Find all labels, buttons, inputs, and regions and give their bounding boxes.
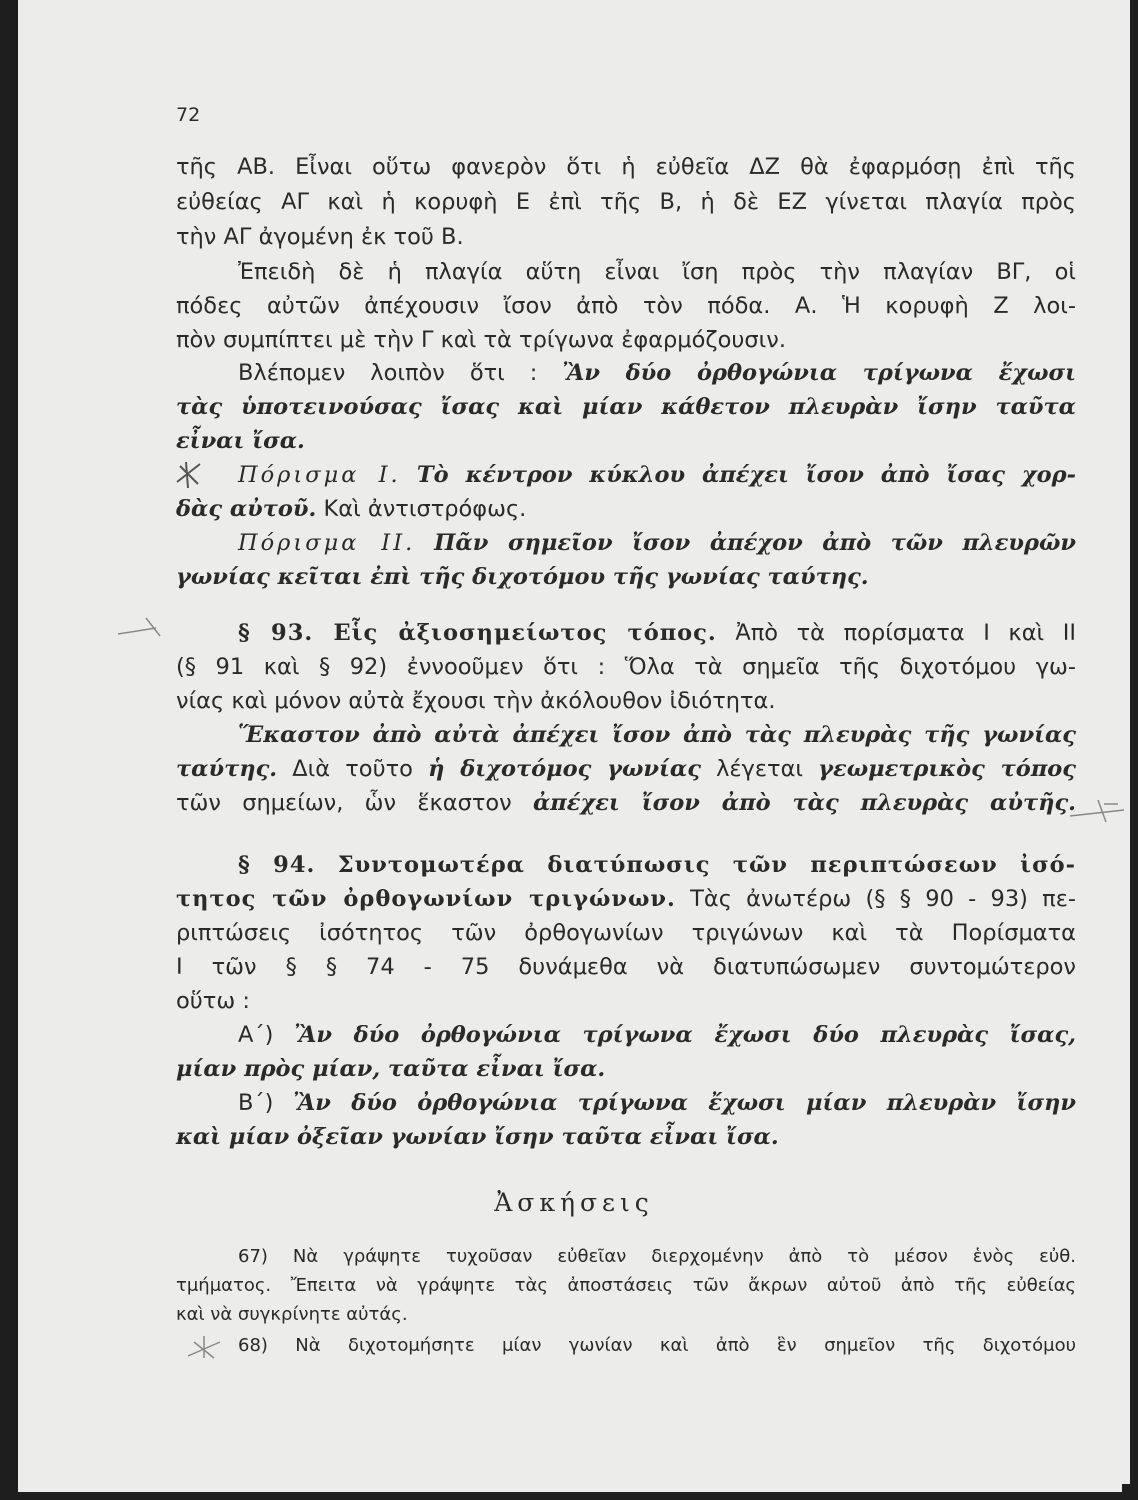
exercise-line: 68) Νὰ διχοτομήσητε μίαν γωνίαν καὶ ἀπὸ ἓν σημεῖον τῆς διχοτόμου [238,1335,1076,1356]
pencil-mark-icon [1068,796,1128,826]
corollary-text: Τὸ κέντρον κύκλου ἀπέχει ἴσον ἀπὸ ἴσας χορ- [416,462,1076,488]
text-line [176,788,1076,818]
rule-text: καὶ μίαν ὀξεῖαν γωνίαν ἴσην ταῦτα εἶναι ἴσα. [176,1124,779,1150]
bold-text: γεωμετρικὸς τόπος [818,756,1076,782]
page-number: 72 [176,104,201,126]
text-line: νίας καὶ μόνον αὐτὰ ἔχουσι τὴν ἀκόλουθον ἰδιότητα. [176,688,776,714]
bold-text: ἀπέχει ἴσον ἀπὸ τὰς πλευρὰς αὐτῆς. [532,790,1077,816]
rule-text: Ἂν δύο ὀρθογώνια τρίγωνα ἔχωσι μίαν πλευρὰν ἴσην [293,1090,1076,1116]
corollary-text: γωνίας κεῖται ἐπὶ τῆς διχοτόμου τῆς γωνίας ταύτης. [176,564,869,590]
rule-b [176,1088,1076,1118]
text-line: τῆς ΑΒ. Εἶναι οὕτω φανερὸν ὅτι ἡ εὐθεῖα ΔΖ θὰ ἐφαρμόσῃ ἐπὶ τῆς [176,154,1076,180]
exercise-line: καὶ νὰ συγκρίνητε αὐτάς. [176,1304,408,1325]
bold-text: ταύτης. [176,756,278,782]
text-line: πὸν συμπίπτει μὲ τὴν Γ καὶ τὰ τρίγωνα ἐφαρμόζουσιν. [176,327,787,353]
section-94-heading: § 94. Συντομωτέρα διατύπωσις τῶν περιπτώσεων ἰσό- [238,852,1076,878]
text-line: εὐθείας ΑΓ καὶ ἡ κορυφὴ Ε ἐπὶ τῆς Β, ἡ δὲ ΕΖ γίνεται πλαγία πρὸς [176,189,1076,215]
text-line: Ἐπειδὴ δὲ ἡ πλαγία αὕτη εἶναι ἴση πρὸς τὴν πλαγίαν ΒΓ, οἱ [238,259,1076,285]
intro-text: Βλέπομεν λοιπὸν ὅτι : [238,360,538,386]
pencil-mark-icon [184,1332,224,1362]
corollary-text: δὰς αὐτοῦ. [176,496,317,522]
plain-text: λέγεται [716,756,804,782]
corollary-label: Πόρισμα ΙΙ. [238,530,416,556]
text-line: πόδες αὐτῶν ἀπέχουσιν ἴσον ἀπὸ τὸν πόδα. Α. Ἡ κορυφὴ Ζ λοι- [176,293,1076,319]
text-line: ριπτώσεις ἰσότητος τῶν ὀρθογωνίων τριγώνων καὶ τὰ Πορίσματα [176,920,1076,946]
rule-text: μίαν πρὸς μίαν, ταῦτα εἶναι ἴσα. [176,1056,606,1082]
book-page [18,0,1130,1492]
pencil-mark-icon [116,612,176,642]
theorem-text: Ἂν δύο ὀρθογώνια τρίγωνα ἔχωσι [562,360,1076,386]
exercises-heading: Ἀσκήσεις [494,1188,654,1217]
rule-text: Ἂν δύο ὀρθογώνια τρίγωνα ἔχωσι δύο πλευρὰς ἴσας, [294,1022,1076,1048]
text-line: Ι τῶν § § 74 - 75 δυνάμεθα νὰ διατυπώσωμεν συντομώτερον [176,954,1076,980]
rule-label: Α΄) [238,1022,274,1048]
corollary-label: Πόρισμα Ι. [238,462,401,488]
theorem-text: τὰς ὑποτεινούσας ἴσας καὶ μίαν κάθετον πλευρὰν ἴσην ταῦτα [176,394,1076,420]
plain-text: Καὶ ἀντιστρόφως. [323,496,527,522]
section-title: τητος τῶν ὀρθογωνίων τριγώνων. [176,886,676,912]
theorem-line [176,358,1076,388]
plain-text: Ἀπὸ τὰ πορίσματα Ι καὶ ΙΙ [735,620,1077,646]
theorem-text: εἶναι ἴσα. [176,428,305,454]
plain-text: Τὰς ἀνωτέρω (§ § 90 - 93) πε- [690,886,1077,912]
text-line [176,754,1076,784]
plain-text: τῶν σημείων, ὧν ἕκαστον [176,790,512,816]
pencil-mark-icon [174,460,204,490]
text-line [176,884,1076,914]
text-line: οὕτω : [176,988,250,1014]
corollary-text: Πᾶν σημεῖον ἴσον ἀπέχον ἀπὸ τῶν πλευρῶν [434,530,1076,556]
plain-text: Διὰ τοῦτο [292,756,413,782]
text-line: (§ 91 καὶ § 92) ἐννοοῦμεν ὅτι : Ὅλα τὰ σημεῖα τῆς διχοτόμου γω- [176,654,1076,680]
rule-label: Β΄) [238,1090,274,1116]
bold-text: ἡ διχοτόμος γωνίας [428,756,701,782]
text-line [176,494,1076,524]
exercise-line: 67) Νὰ γράψητε τυχοῦσαν εὐθεῖαν διερχομένην ἀπὸ τὸ μέσον ἑνὸς εὐθ. [238,1246,1076,1267]
page-corner [1122,1484,1130,1492]
rule-a [176,1020,1076,1050]
theorem-text: Ἕκαστον ἀπὸ αὐτὰ ἀπέχει ἴσον ἀπὸ τὰς πλευρὰς τῆς γωνίας [238,722,1076,748]
exercise-line: τμήματος. Ἔπειτα νὰ γράψητε τὰς ἀποστάσεις τῶν ἄκρων αὐτοῦ ἀπὸ τῆς εὐθείας [176,1275,1076,1296]
corollary-1 [176,460,1076,490]
section-title: § 93. Εἷς ἀξιοσημείωτος τόπος. [238,620,717,646]
text-line: τὴν ΑΓ ἀγομένη ἐκ τοῦ Β. [176,224,464,250]
section-93-heading [176,618,1076,648]
corollary-2 [176,528,1076,558]
